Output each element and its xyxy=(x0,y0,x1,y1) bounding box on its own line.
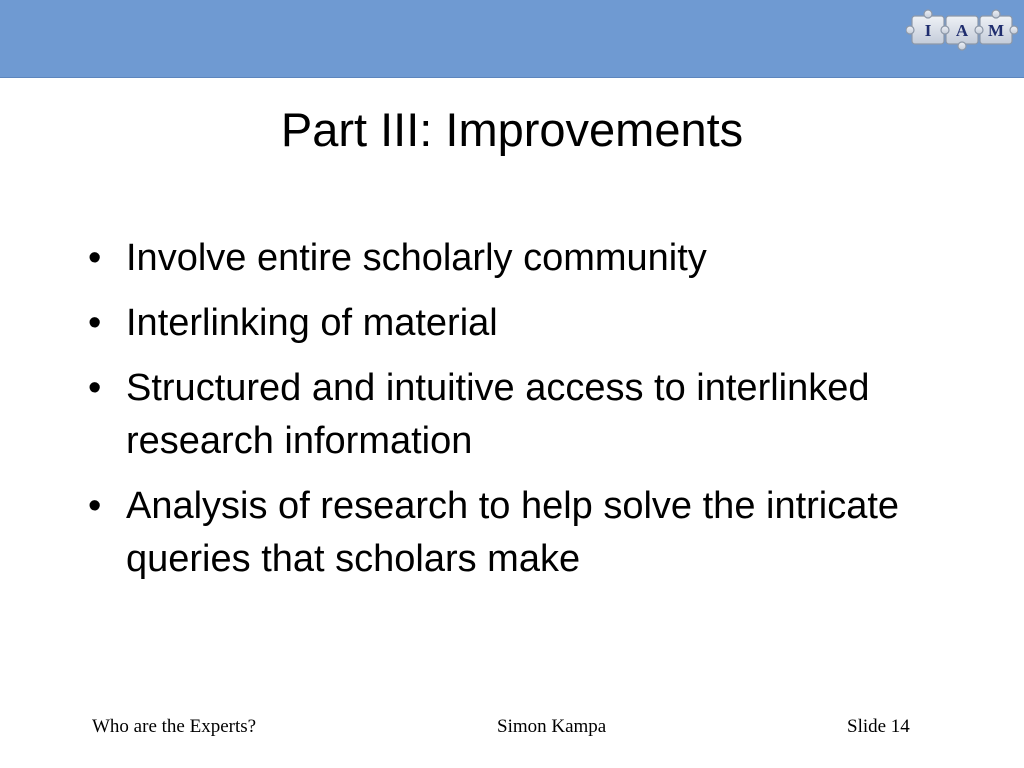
bullet-list xyxy=(84,232,944,598)
header-band xyxy=(0,0,1024,78)
footer-author: Simon Kampa xyxy=(497,716,607,737)
bullet-text: Interlinking of material xyxy=(126,302,498,344)
footer-slide-number: Slide 14 xyxy=(847,716,910,737)
bullet-text: Structured and intuitive access to interlinked research information xyxy=(126,367,870,462)
iam-logo xyxy=(906,8,1018,52)
bullet-item xyxy=(84,232,944,285)
footer-presentation-title: Who are the Experts? xyxy=(92,716,257,737)
bullet-symbol: • xyxy=(88,485,102,527)
bullet-item xyxy=(84,297,944,350)
bullet-item xyxy=(84,362,944,468)
logo-letter-a: A xyxy=(955,21,969,40)
bullet-symbol: • xyxy=(88,237,102,279)
bullet-text: Analysis of research to help solve the intricate queries that scholars make xyxy=(126,485,900,580)
bullet-item xyxy=(84,480,944,586)
bullet-symbol: • xyxy=(88,302,102,344)
logo-letter-m: M xyxy=(987,21,1005,40)
bullet-symbol: • xyxy=(88,367,102,409)
bullet-text: Involve entire scholarly community xyxy=(126,237,707,279)
slide-title: Part III: Improvements xyxy=(280,103,744,156)
logo-letter-i: I xyxy=(924,21,932,40)
